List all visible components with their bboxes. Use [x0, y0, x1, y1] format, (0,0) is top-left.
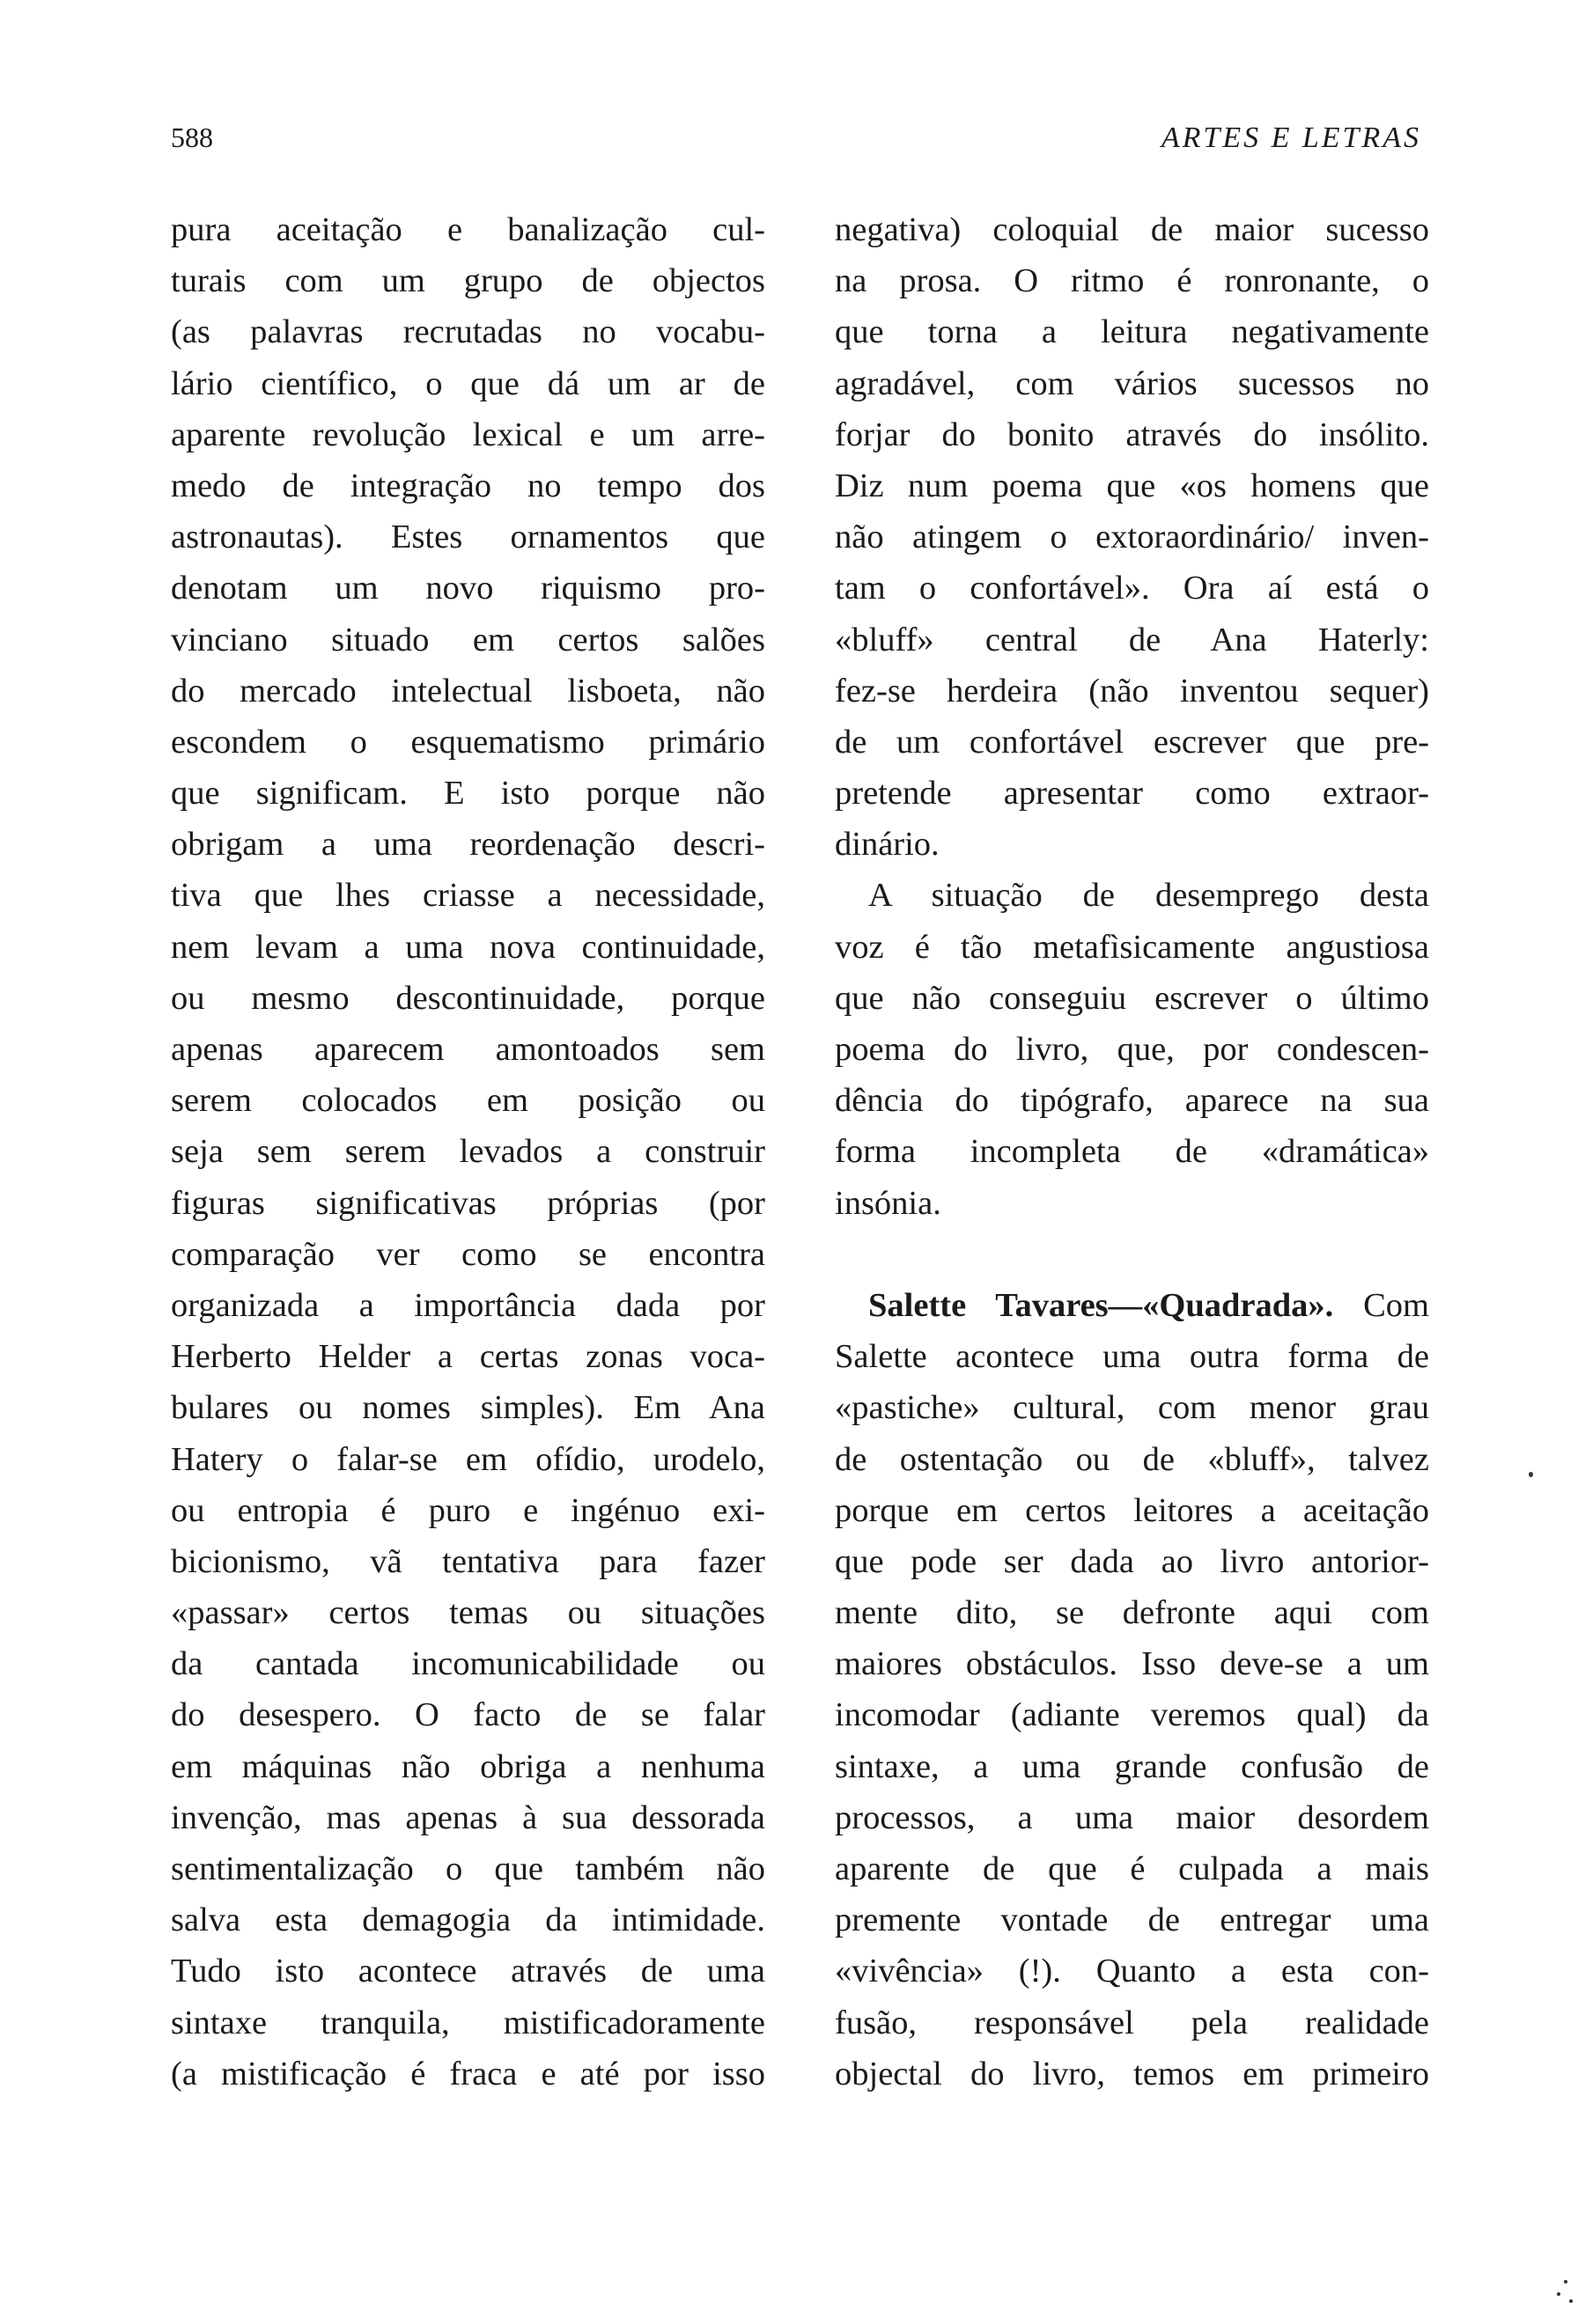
scan-speck — [1564, 2280, 1567, 2284]
text-line: objectal do livro, temos em primeiro — [835, 2055, 1429, 2092]
section-heading-line — [835, 1280, 1429, 1331]
text-line: que torna a leitura negativamente — [835, 313, 1429, 351]
running-head: ARTES E LETRAS — [1161, 121, 1421, 154]
text-line: «vivência» (!). Quanto a esta con- — [835, 1953, 1429, 1990]
section-heading: Salette Tavares—«Quadrada». — [868, 1286, 1334, 1324]
text-line: Diz num poema que «os homens que — [835, 467, 1429, 504]
text-line: que pode ser dada ao livro antorior- — [835, 1542, 1429, 1580]
text-line: Hatery o falar-se em ofídio, urodelo, — [171, 1440, 765, 1478]
text-line: «pastiche» cultural, com menor grau — [835, 1389, 1429, 1427]
page-header — [171, 121, 1421, 162]
text-line: negativa) coloquial de maior sucesso — [835, 211, 1429, 248]
page-number: 588 — [171, 121, 213, 153]
text-line: seja sem serem levados a construir — [171, 1133, 765, 1171]
text-line: tam o confortável». Ora aí está o — [835, 570, 1429, 607]
text-line: de um confortável escrever que pre- — [835, 723, 1429, 761]
text-line: aparente de que é culpada a mais — [835, 1850, 1429, 1887]
text-line: dinário. — [835, 826, 940, 864]
text-line: aparente revolução lexical e um arre- — [171, 416, 765, 453]
text-line: agradável, com vários sucessos no — [835, 364, 1429, 402]
text-line: vinciano situado em certos salões — [171, 621, 765, 658]
text-line: organizada a importância dada por — [171, 1286, 765, 1324]
text-line: astronautas). Estes ornamentos que — [171, 518, 765, 556]
text-line: «bluff» central de Ana Haterly: — [835, 621, 1429, 658]
scan-speck — [1569, 2299, 1573, 2303]
section-heading-continuation: Com — [1363, 1286, 1429, 1324]
text-line: bicionismo, vã tentativa para fazer — [171, 1542, 765, 1580]
text-line: porque em certos leitores a aceitação — [835, 1491, 1429, 1529]
text-line: salva esta demagogia da intimidade. — [171, 1901, 765, 1939]
text-line: incomodar (adiante veremos qual) da — [835, 1696, 1429, 1734]
text-line: figuras significativas próprias (por — [171, 1184, 765, 1222]
text-line: nem levam a uma nova continuidade, — [171, 928, 765, 966]
text-line: comparação ver como se encontra — [171, 1235, 765, 1273]
text-line: invenção, mas apenas à sua dessorada — [171, 1798, 765, 1836]
text-line: do desespero. O facto de se falar — [171, 1696, 765, 1734]
text-line: dência do tipógrafo, aparece na sua — [835, 1082, 1429, 1120]
text-line: denotam um novo riquismo pro- — [171, 570, 765, 607]
text-line: premente vontade de entregar uma — [835, 1901, 1429, 1939]
text-line: insónia. — [835, 1184, 941, 1222]
text-line: (a mistificação é fraca e até por isso — [171, 2055, 765, 2092]
text-line: na prosa. O ritmo é ronronante, o — [835, 262, 1429, 300]
text-line: voz é tão metafìsicamente angustiosa — [835, 928, 1429, 966]
text-line: fez-se herdeira (não inventou sequer) — [835, 672, 1429, 710]
text-line: Salette acontece uma outra forma de — [835, 1338, 1429, 1376]
text-line: processos, a uma maior desordem — [835, 1798, 1429, 1836]
text-line: sintaxe tranquila, mistificadoramente — [171, 2004, 765, 2041]
text-line: serem colocados em posição ou — [171, 1082, 765, 1120]
scan-speck — [1529, 1472, 1533, 1477]
text-line: tiva que lhes criasse a necessidade, — [171, 877, 765, 915]
text-line: não atingem o extoraordinário/ inven- — [835, 518, 1429, 556]
text-line: em máquinas não obriga a nenhuma — [171, 1747, 765, 1785]
scan-speck — [1557, 2292, 1560, 2296]
text-line: sentimentalização o que também não — [171, 1850, 765, 1887]
text-line: da cantada incomunicabilidade ou — [171, 1645, 765, 1683]
text-line: do mercado intelectual lisboeta, não — [171, 672, 765, 710]
text-line: bulares ou nomes simples). Em Ana — [171, 1389, 765, 1427]
text-line: fusão, responsável pela realidade — [835, 2004, 1429, 2041]
text-line: (as palavras recrutadas no vocabu- — [171, 313, 765, 351]
text-line: Tudo isto acontece através de uma — [171, 1953, 765, 1990]
text-line: lário científico, o que dá um ar de — [171, 364, 765, 402]
text-line: ou mesmo descontinuidade, porque — [171, 979, 765, 1017]
section-spacer — [835, 1229, 1429, 1280]
text-line: obrigam a uma reordenação descri- — [171, 826, 765, 864]
text-line: sintaxe, a uma grande confusão de — [835, 1747, 1429, 1785]
text-line: de ostentação ou de «bluff», talvez — [835, 1440, 1429, 1478]
text-line: pura aceitação e banalização cul- — [171, 211, 765, 248]
right-column — [835, 204, 1429, 2100]
text-line: ou entropia é puro e ingénuo exi- — [171, 1491, 765, 1529]
left-column — [171, 204, 765, 2100]
text-line: poema do livro, que, por condescen- — [835, 1031, 1429, 1068]
text-line: forma incompleta de «dramática» — [835, 1133, 1429, 1171]
text-line: escondem o esquematismo primário — [171, 723, 765, 761]
text-line: maiores obstáculos. Isso deve-se a um — [835, 1645, 1429, 1683]
text-line: pretende apresentar como extraor- — [835, 775, 1429, 813]
text-line: que significam. E isto porque não — [171, 775, 765, 813]
text-line: apenas aparecem amontoados sem — [171, 1031, 765, 1068]
text-line: mente dito, se defronte aqui com — [835, 1594, 1429, 1632]
text-line: turais com um grupo de objectos — [171, 262, 765, 300]
text-line: Herberto Helder a certas zonas voca- — [171, 1338, 765, 1376]
text-line: forjar do bonito através do insólito. — [835, 416, 1429, 453]
text-line: medo de integração no tempo dos — [171, 467, 765, 504]
text-line: que não conseguiu escrever o último — [835, 979, 1429, 1017]
text-line: «passar» certos temas ou situações — [171, 1594, 765, 1632]
text-line: A situação de desemprego desta — [868, 877, 1429, 915]
